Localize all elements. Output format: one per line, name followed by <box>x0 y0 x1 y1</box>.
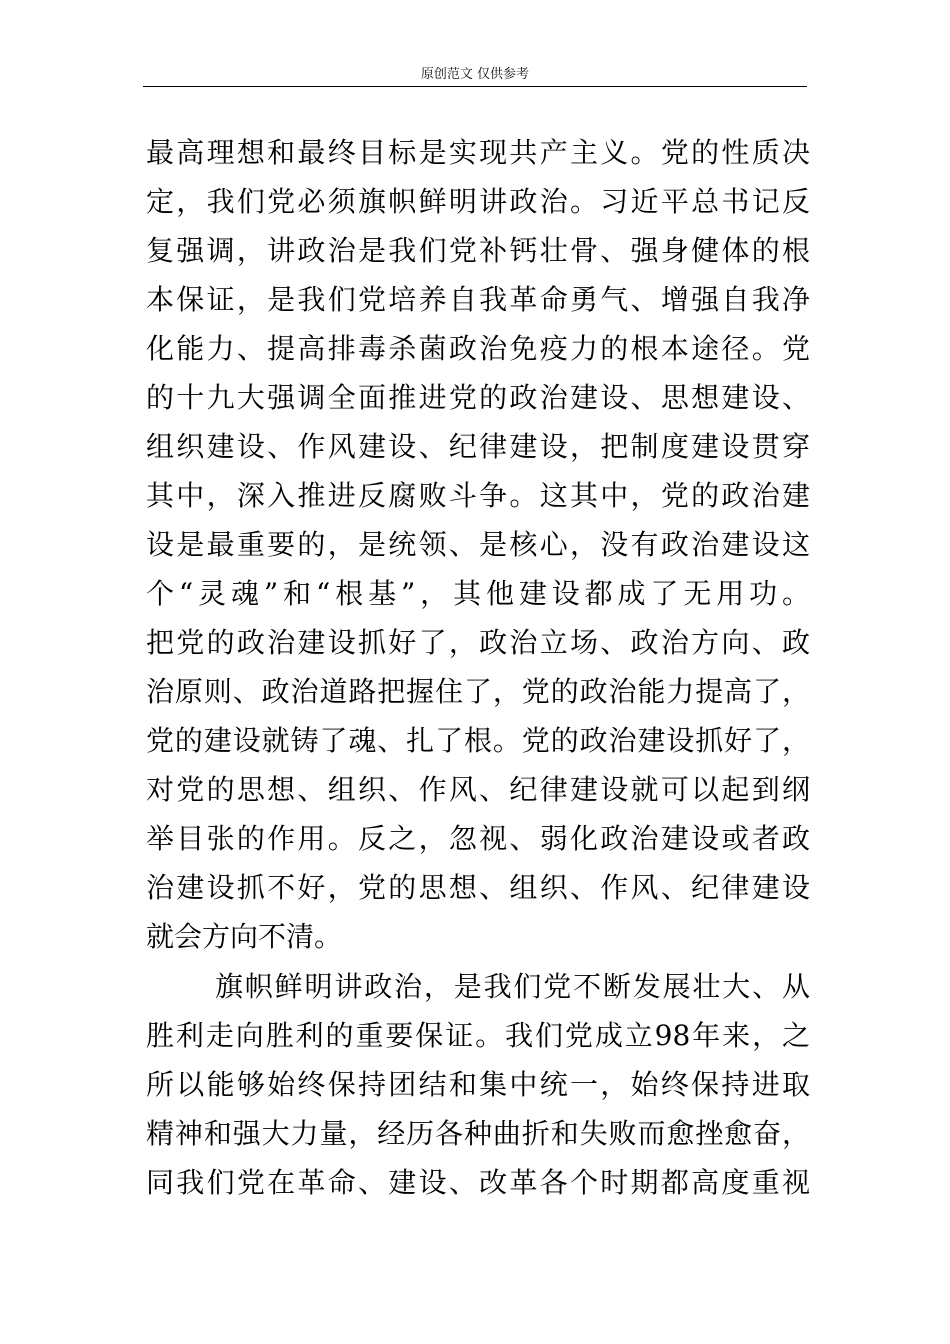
paragraph-1-line: 复强调，讲政治是我们党补钙壮骨、强身健体的根 <box>146 234 810 267</box>
paragraph-2-line: 同我们党在革命、建设、改革各个时期都高度重视 <box>146 1166 810 1199</box>
paragraph-1-line: 把党的政治建设抓好了，政治立场、政治方向、政 <box>146 626 810 659</box>
paragraph-1-line: 化能力、提高排毒杀菌政治免疫力的根本途径。党 <box>146 332 810 365</box>
paragraph-1-line: 个“灵魂”和“根基”，其他建设都成了无用功。 <box>146 577 810 610</box>
paragraph-1-line: 就会方向不清。 <box>146 920 343 953</box>
paragraph-1-line: 组织建设、作风建设、纪律建设，把制度建设贯穿 <box>146 430 810 463</box>
document-body <box>146 128 810 1207</box>
paragraph-2-line: 所以能够始终保持团结和集中统一，始终保持进取 <box>146 1068 810 1101</box>
paragraph-1-line: 其中，深入推进反腐败斗争。这其中，党的政治建 <box>146 479 810 512</box>
page-header: 原创范文 仅供参考 <box>420 67 530 82</box>
paragraph-1-line: 设是最重要的，是统领、是核心，没有政治建设这 <box>146 528 810 561</box>
paragraph-1-line: 治原则、政治道路把握住了，党的政治能力提高了， <box>146 675 810 708</box>
paragraph-1-line: 举目张的作用。反之，忽视、弱化政治建设或者政 <box>146 822 810 855</box>
paragraph-1-line: 的十九大强调全面推进党的政治建设、思想建设、 <box>146 381 810 414</box>
paragraph-2-line: 胜利走向胜利的重要保证。我们党成立98年来，之 <box>146 1019 810 1052</box>
header-rule <box>143 86 807 87</box>
paragraph-1-line: 对党的思想、组织、作风、纪律建设就可以起到纲 <box>146 773 810 806</box>
paragraph-2-line: 精神和强大力量，经历各种曲折和失败而愈挫愈奋， <box>146 1117 810 1150</box>
paragraph-1-line: 定，我们党必须旗帜鲜明讲政治。习近平总书记反 <box>146 185 810 218</box>
paragraph-2-line: 旗帜鲜明讲政治，是我们党不断发展壮大、从 <box>215 970 810 1003</box>
paragraph-1-line: 治建设抓不好，党的思想、组织、作风、纪律建设 <box>146 871 810 904</box>
paragraph-1-line: 党的建设就铸了魂、扎了根。党的政治建设抓好了， <box>146 724 810 757</box>
paragraph-1-line: 最高理想和最终目标是实现共产主义。党的性质决 <box>146 136 810 169</box>
paragraph-1-line: 本保证，是我们党培养自我革命勇气、增强自我净 <box>146 283 810 316</box>
